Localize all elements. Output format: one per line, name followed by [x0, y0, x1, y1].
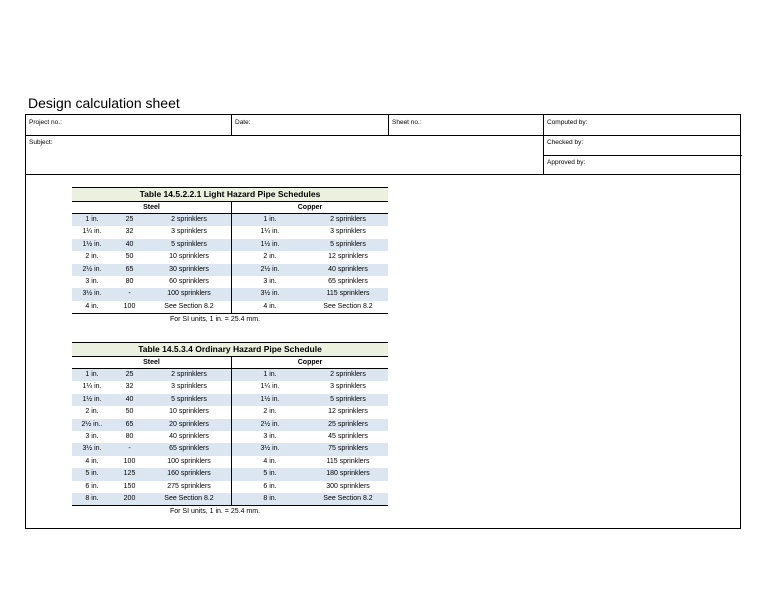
table-group-header [72, 357, 388, 369]
table-cell: 3½ in. [260, 445, 280, 453]
table-cell: 115 sprinklers [326, 290, 370, 298]
table-cell: 30 sprinklers [147, 264, 232, 276]
table-row [72, 214, 388, 226]
table-cell: 10 sprinklers [147, 406, 232, 418]
computed-by-label: Computed by: [547, 119, 588, 126]
table-cell: 65 [125, 265, 134, 273]
table-cell: 1¼ in. [260, 383, 280, 391]
table-cell: 25 [125, 216, 134, 223]
table-cell: 3½ in. [82, 445, 102, 453]
table-cell: 1 in. [263, 216, 277, 223]
table-row [72, 481, 388, 493]
table-cell: 65 [125, 420, 134, 428]
table-row [72, 431, 388, 443]
table-row [72, 239, 388, 251]
table-cell: 2 in. [85, 253, 99, 261]
table-cell: 4 in. [85, 457, 99, 465]
table-cell: 100 [123, 457, 136, 465]
table-cell: 2½ in.. [81, 420, 103, 428]
table-cell: 40 sprinklers [328, 265, 368, 273]
table-cell: 3 sprinklers [147, 226, 232, 238]
table-cell: 3 sprinklers [330, 228, 366, 236]
date-label: Date: [235, 119, 251, 126]
ordinary-hazard-pipe-schedule-table [72, 342, 388, 518]
project-no-label: Project no.: [29, 119, 62, 126]
table-row [72, 288, 388, 300]
table-row [72, 226, 388, 238]
table-cell: 20 sprinklers [147, 419, 232, 431]
table-cell: 1 in. [85, 371, 99, 378]
table-cell: 80 [125, 432, 134, 440]
table-cell: See Section 8.2 [323, 302, 373, 310]
table-cell: 2 sprinklers [147, 369, 232, 381]
table-title: Table 14.5.3.4 Ordinary Hazard Pipe Schedule [72, 342, 388, 357]
table-footnote [72, 505, 388, 518]
table-cell: 5 sprinklers [330, 395, 366, 403]
table-cell: 60 sprinklers [147, 276, 232, 288]
table-cell: 2 sprinklers [330, 216, 366, 223]
table-cell: 1½ in. [82, 240, 102, 248]
table-cell: 3 sprinklers [147, 381, 232, 393]
table-row [72, 369, 388, 381]
table-cell: 65 sprinklers [147, 443, 232, 455]
table-cell: 3½ in. [260, 290, 280, 298]
table-cell: 1¼ in. [82, 383, 102, 391]
table-cell: 12 sprinklers [328, 253, 368, 261]
table-cell: 10 sprinklers [147, 251, 232, 263]
table-cell: 3 sprinklers [330, 383, 366, 391]
header-divider [26, 135, 740, 136]
table-cell: See Section 8.2 [147, 301, 232, 313]
table-cell: 4 in. [85, 302, 99, 310]
table-cell: 50 [125, 253, 134, 261]
table-cell: 275 sprinklers [147, 481, 232, 493]
table-cell: 5 in. [263, 470, 277, 478]
table-row [72, 381, 388, 393]
approved-by-label: Approved by: [547, 159, 586, 166]
table-row [72, 251, 388, 263]
table-cell: 160 sprinklers [147, 468, 232, 480]
table-body [72, 214, 388, 313]
table-cell: 65 sprinklers [328, 277, 368, 285]
sheet-no-label: Sheet no.: [392, 119, 422, 126]
table-cell: 40 [125, 240, 134, 248]
table-cell: 2 sprinklers [330, 371, 366, 378]
table-cell: 32 [125, 383, 134, 391]
table-title: Table 14.5.2.2.1 Light Hazard Pipe Schedules [72, 187, 388, 202]
table-cell: 40 sprinklers [147, 431, 232, 443]
table-row [72, 419, 388, 431]
table-cell: 2 in. [263, 408, 277, 416]
table-row [72, 456, 388, 468]
table-cell: 3 in. [263, 432, 277, 440]
sheet-title: Design calculation sheet [28, 95, 180, 111]
table-cell: 2 sprinklers [147, 214, 232, 226]
table-body [72, 369, 388, 505]
table-cell: 50 [125, 408, 134, 416]
table-cell: 12 sprinklers [328, 408, 368, 416]
sheet-header [26, 115, 740, 175]
table-cell: 6 in. [85, 482, 99, 490]
calculation-sheet-frame [25, 114, 741, 529]
table-cell: 100 sprinklers [147, 288, 232, 300]
table-cell: See Section 8.2 [323, 494, 373, 502]
table-group-header [72, 202, 388, 214]
copper-header: Copper [297, 359, 323, 366]
table-row [72, 468, 388, 480]
table-row [72, 264, 388, 276]
table-cell: 5 in. [85, 470, 99, 478]
table-cell: 3 in. [85, 432, 99, 440]
table-cell: 150 [123, 482, 136, 490]
table-cell: 8 in. [85, 494, 99, 502]
table-cell: 25 [125, 371, 134, 378]
subject-label: Subject: [29, 139, 53, 146]
steel-header: Steel [72, 357, 232, 368]
table-cell: 1 in. [85, 216, 99, 223]
table-cell: 75 sprinklers [328, 445, 368, 453]
footnote-text: For SI units, 1 in. = 25.4 mm. [169, 316, 261, 324]
table-cell: 100 [123, 302, 136, 310]
table-footnote [72, 313, 388, 326]
table-cell: See Section 8.2 [147, 493, 232, 505]
table-cell: 2½ in. [82, 265, 102, 273]
table-cell: 80 [125, 277, 134, 285]
table-cell: 4 in. [263, 457, 277, 465]
table-cell: 4 in. [263, 302, 277, 310]
table-cell: 100 sprinklers [147, 456, 232, 468]
table-row [72, 276, 388, 288]
table-cell: 45 sprinklers [328, 432, 368, 440]
table-cell: 8 in. [263, 494, 277, 502]
table-cell: 1¼ in. [260, 228, 280, 236]
light-hazard-pipe-schedule-table [72, 187, 388, 326]
table-cell: 6 in. [263, 482, 277, 490]
table-row [72, 493, 388, 505]
table-cell: 2 in. [263, 253, 277, 261]
steel-header: Steel [72, 202, 232, 213]
table-cell: 32 [125, 228, 134, 236]
table-cell: 25 sprinklers [328, 420, 368, 428]
table-cell: 40 [125, 395, 134, 403]
table-cell: 1 in. [263, 371, 277, 378]
table-cell: 3 in. [85, 277, 99, 285]
table-row [72, 406, 388, 418]
table-cell: 115 sprinklers [326, 457, 370, 465]
table-cell: 180 sprinklers [326, 470, 370, 478]
copper-header: Copper [297, 204, 323, 211]
table-cell: 125 [123, 470, 136, 478]
table-cell: 2 in. [85, 408, 99, 416]
table-cell: 5 sprinklers [147, 239, 232, 251]
table-row [72, 301, 388, 313]
table-cell: - [128, 290, 131, 298]
table-cell: 5 sprinklers [330, 240, 366, 248]
table-cell: 3 in. [263, 277, 277, 285]
table-cell: 2½ in. [260, 265, 280, 273]
checked-by-label: Checked by: [547, 139, 584, 146]
table-cell: 1½ in. [260, 395, 280, 403]
table-cell: 1½ in. [82, 395, 102, 403]
table-cell: 2½ in. [260, 420, 280, 428]
table-cell: 3½ in. [82, 290, 102, 298]
footnote-text: For SI units, 1 in. = 25.4 mm. [169, 508, 261, 516]
table-row [72, 394, 388, 406]
table-row [72, 443, 388, 455]
table-cell: 1½ in. [260, 240, 280, 248]
table-cell: 5 sprinklers [147, 394, 232, 406]
table-cell: 1¼ in. [82, 228, 102, 236]
table-cell: 300 sprinklers [326, 482, 370, 490]
table-cell: - [128, 445, 131, 453]
table-cell: 200 [123, 494, 136, 502]
